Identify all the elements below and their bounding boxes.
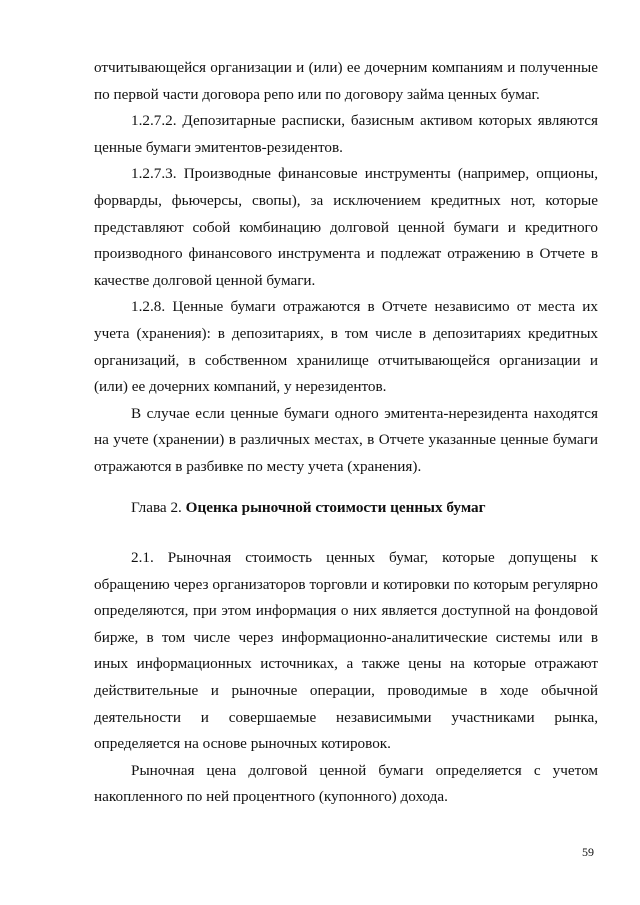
text-block-upper [94,55,598,481]
chapter-heading [131,497,486,519]
page-number: 59 [582,845,594,859]
paragraph-1-2-7-3: 1.2.7.3. Производные финансовые инструменты (например, опционы, форварды, фьючерсы, свопы), за исключением кредитных нот, которые представляют собой комбинацию долговой ценной бумаги и кредитного производного финансового инструмента и подлежат отражению в Отчете в качестве долговой ценной бумаги. [94,165,598,289]
chapter-prefix: Глава 2. [131,499,186,516]
paragraph-1-2-8: 1.2.8. Ценные бумаги отражаются в Отчете независимо от места их учета (хранения): в депозитариях, в том числе в депозитариях кредитных организаций, в собственном хранилище отчитывающейся организации и (или) ее дочерних компаний, у нерезидентов. [94,298,598,396]
paragraph-nonresident-storage: В случае если ценные бумаги одного эмитента-нерезидента находятся на учете (хранении) в различных местах, в Отчете указанные ценные бумаги отражаются в разбивке по месту учета (хранения). [94,404,598,475]
text-block-lower [94,545,598,811]
paragraph-continuation: отчитывающейся организации и (или) ее дочерним компаниям и полученные по первой части договора репо или по договору займа ценных бумаг. [94,59,598,103]
paragraph-market-price-debt: Рыночная цена долговой ценной бумаги определяется с учетом накопленного по ней процентного (купонного) дохода. [94,761,598,806]
paragraph-2-1: 2.1. Рыночная стоимость ценных бумаг, которые допущены к обращению через организаторов торговли и котировки по которым регулярно определяются, при этом информация о них является доступной на фондовой бирже, в том числе через информационно-аналитические системы или в иных информационных источниках, а также цены на которые отражают действительные и рыночные операции, проводимые в ходе обычной деятельности и совершаемые независимыми участниками рынка, определяется на основе рыночных котировок. [94,549,598,753]
paragraph-1-2-7-2: 1.2.7.2. Депозитарные расписки, базисным активом которых являются ценные бумаги эмитентов-резидентов. [94,112,598,156]
chapter-title: Оценка рыночной стоимости ценных бумаг [185,499,486,516]
